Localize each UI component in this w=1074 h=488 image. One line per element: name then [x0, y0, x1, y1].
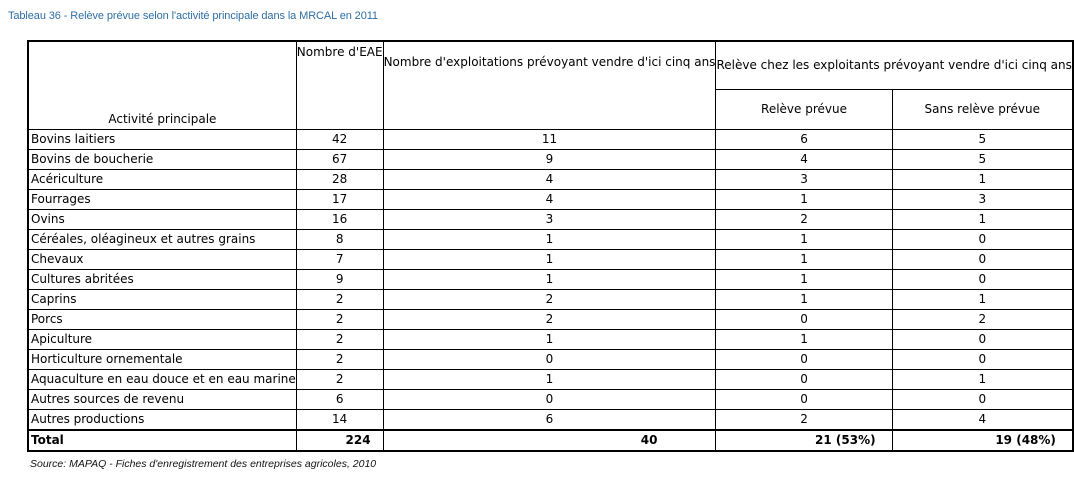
cell-sans-releve: 2: [892, 309, 1073, 329]
cell-activity: Céréales, oléagineux et autres grains: [28, 229, 296, 249]
cell-activity: Autres productions: [28, 409, 296, 430]
cell-releve-prevue: 1: [716, 229, 892, 249]
table-row: [28, 269, 1073, 289]
cell-eae: 42: [296, 129, 383, 149]
cell-eae: 2: [296, 289, 383, 309]
cell-vendre: 1: [383, 369, 716, 389]
cell-vendre: 1: [383, 329, 716, 349]
cell-releve-prevue: 1: [716, 249, 892, 269]
table-row: [28, 389, 1073, 409]
table-row: [28, 329, 1073, 349]
cell-vendre: 3: [383, 209, 716, 229]
cell-releve-prevue: 2: [716, 209, 892, 229]
cell-eae: 8: [296, 229, 383, 249]
total-cell-activity: Total: [28, 430, 296, 451]
cell-releve-prevue: 0: [716, 309, 892, 329]
cell-vendre: 6: [383, 409, 716, 430]
cell-releve-prevue: 3: [716, 169, 892, 189]
cell-sans-releve: 0: [892, 269, 1073, 289]
cell-eae: 9: [296, 269, 383, 289]
cell-releve-prevue: 1: [716, 329, 892, 349]
cell-eae: 17: [296, 189, 383, 209]
table-row: [28, 149, 1073, 169]
cell-sans-releve: 5: [892, 129, 1073, 149]
cell-releve-prevue: 0: [716, 349, 892, 369]
cell-activity: Bovins de boucherie: [28, 149, 296, 169]
cell-vendre: 11: [383, 129, 716, 149]
cell-activity: Caprins: [28, 289, 296, 309]
cell-vendre: 1: [383, 249, 716, 269]
total-cell-vendre: 40: [383, 430, 716, 451]
cell-sans-releve: 1: [892, 169, 1073, 189]
table-caption: Tableau 36 - Relève prévue selon l'activité principale dans la MRCAL en 2011: [8, 10, 378, 22]
table-row: [28, 349, 1073, 369]
cell-vendre: 2: [383, 289, 716, 309]
cell-eae: 2: [296, 309, 383, 329]
table-row: [28, 409, 1073, 430]
cell-eae: 2: [296, 349, 383, 369]
table-row: [28, 189, 1073, 209]
cell-releve-prevue: 0: [716, 389, 892, 409]
total-cell-releve-prevue: 21 (53%): [716, 430, 892, 451]
cell-activity: Ovins: [28, 209, 296, 229]
cell-vendre: 1: [383, 269, 716, 289]
cell-activity: Autres sources de revenu: [28, 389, 296, 409]
header-eae: Nombre d'EAE: [296, 41, 383, 129]
cell-activity: Cultures abritées: [28, 269, 296, 289]
cell-sans-releve: 3: [892, 189, 1073, 209]
cell-sans-releve: 4: [892, 409, 1073, 430]
cell-activity: Porcs: [28, 309, 296, 329]
cell-eae: 7: [296, 249, 383, 269]
cell-vendre: 2: [383, 309, 716, 329]
cell-sans-releve: 1: [892, 289, 1073, 309]
releve-table: [27, 40, 1074, 452]
cell-releve-prevue: 4: [716, 149, 892, 169]
header-activity: Activité principale: [28, 41, 296, 129]
table-row: [28, 169, 1073, 189]
table-row: [28, 129, 1073, 149]
total-cell-eae: 224: [296, 430, 383, 451]
cell-activity: Acériculture: [28, 169, 296, 189]
table-row: [28, 249, 1073, 269]
source-note: Source: MAPAQ - Fiches d'enregistrement des entreprises agricoles, 2010: [30, 458, 377, 470]
cell-activity: Apiculture: [28, 329, 296, 349]
cell-vendre: 4: [383, 189, 716, 209]
cell-activity: Chevaux: [28, 249, 296, 269]
total-row: [28, 430, 1073, 451]
cell-sans-releve: 5: [892, 149, 1073, 169]
cell-releve-prevue: 1: [716, 269, 892, 289]
cell-sans-releve: 0: [892, 229, 1073, 249]
cell-sans-releve: 1: [892, 209, 1073, 229]
cell-activity: Aquaculture en eau douce et en eau marine: [28, 369, 296, 389]
table-row: [28, 369, 1073, 389]
cell-releve-prevue: 1: [716, 289, 892, 309]
cell-activity: Horticulture ornementale: [28, 349, 296, 369]
cell-eae: 6: [296, 389, 383, 409]
cell-sans-releve: 0: [892, 249, 1073, 269]
cell-eae: 16: [296, 209, 383, 229]
header-releve-prevue: Relève prévue: [716, 89, 892, 129]
cell-vendre: 0: [383, 349, 716, 369]
table-row: [28, 309, 1073, 329]
cell-eae: 2: [296, 369, 383, 389]
header-exploitations: Nombre d'exploitations prévoyant vendre d'ici cinq ans: [383, 41, 716, 129]
cell-sans-releve: 0: [892, 349, 1073, 369]
cell-sans-releve: 1: [892, 369, 1073, 389]
cell-vendre: 4: [383, 169, 716, 189]
cell-sans-releve: 0: [892, 329, 1073, 349]
cell-eae: 2: [296, 329, 383, 349]
header-releve-group: Relève chez les exploitants prévoyant vendre d'ici cinq ans: [716, 41, 1073, 89]
cell-eae: 67: [296, 149, 383, 169]
table-row: [28, 229, 1073, 249]
cell-eae: 14: [296, 409, 383, 430]
total-cell-sans-releve: 19 (48%): [892, 430, 1073, 451]
cell-activity: Bovins laitiers: [28, 129, 296, 149]
table-row: [28, 289, 1073, 309]
cell-releve-prevue: 1: [716, 189, 892, 209]
cell-releve-prevue: 6: [716, 129, 892, 149]
cell-sans-releve: 0: [892, 389, 1073, 409]
cell-vendre: 0: [383, 389, 716, 409]
table-row: [28, 209, 1073, 229]
cell-eae: 28: [296, 169, 383, 189]
cell-vendre: 1: [383, 229, 716, 249]
cell-releve-prevue: 0: [716, 369, 892, 389]
cell-vendre: 9: [383, 149, 716, 169]
cell-releve-prevue: 2: [716, 409, 892, 430]
cell-activity: Fourrages: [28, 189, 296, 209]
header-sans-releve: Sans relève prévue: [892, 89, 1073, 129]
